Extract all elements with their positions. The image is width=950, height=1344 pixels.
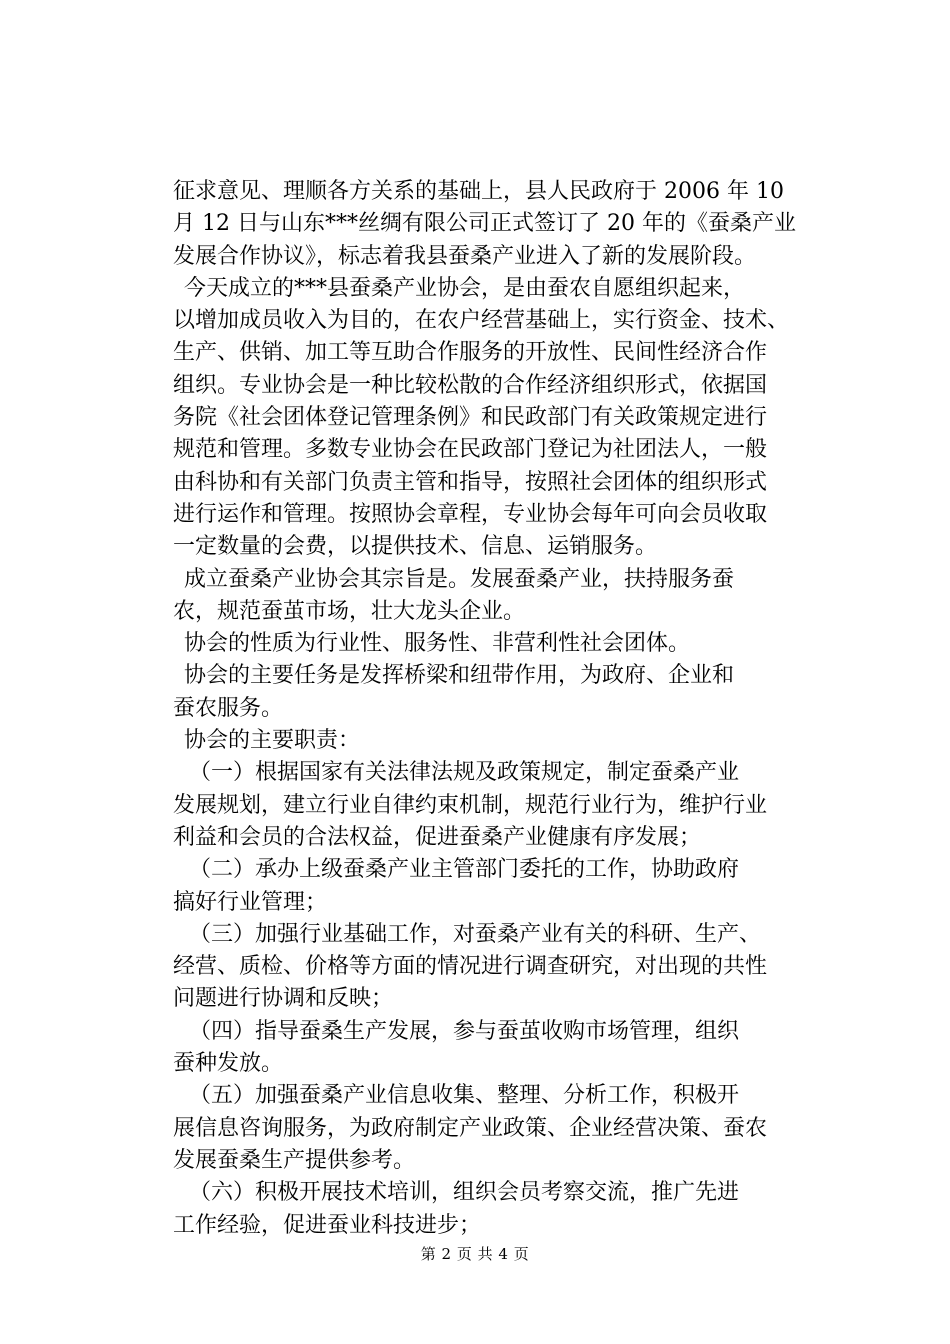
text-line: 组织。专业协会是一种比较松散的合作经济组织形式，依据国 — [173, 372, 768, 398]
text-line: 利益和会员的合法权益，促进蚕桑产业健康有序发展； — [173, 824, 702, 850]
paragraph-start: 今天成立的***县蚕桑产业协会，是由蚕农自愿组织起来， — [184, 275, 746, 301]
paragraph-start: 协会的主要任务是发挥桥梁和纽带作用，为政府、企业和 — [184, 663, 735, 689]
paragraph-start: 成立蚕桑产业协会其宗旨是。发展蚕桑产业，扶持服务蚕 — [184, 566, 735, 592]
paragraph-start: 协会的性质为行业性、服务性、非营利性社会团体。 — [184, 631, 691, 657]
text-line: 搞好行业管理； — [173, 889, 328, 915]
text-line: 征求意见、理顺各方关系的基础上，县人民政府于 2006 年 10 — [173, 179, 784, 204]
page-number-label: 第 2 页 共 4 页 — [420, 1245, 530, 1263]
list-item-start: （二）承办上级蚕桑产业主管部门委托的工作，协助政府 — [189, 857, 740, 883]
text-line: 以增加成员收入为目的，在农户经营基础上，实行资金、技术、 — [173, 308, 790, 334]
text-line: 农，规范蚕茧市场，壮大龙头企业。 — [173, 598, 526, 624]
list-item-start: （六）积极开展技术培训，组织会员考察交流，推广先进 — [189, 1180, 740, 1206]
text-line: 月 12 日与山东***丝绸有限公司正式签订了 20 年的《蚕桑产业 — [173, 211, 796, 237]
list-item-start: （一）根据国家有关法律法规及政策规定，制定蚕桑产业 — [189, 760, 740, 786]
list-item-start: （三）加强行业基础工作，对蚕桑产业有关的科研、生产、 — [189, 921, 762, 947]
text-line: 蚕种发放。 — [173, 1051, 284, 1077]
paragraph-start: 协会的主要职责： — [184, 728, 361, 754]
text-line: 展信息咨询服务，为政府制定产业政策、企业经营决策、蚕农 — [173, 1115, 768, 1141]
text-line: 务院《社会团体登记管理条例》和民政部门有关政策规定进行 — [173, 405, 768, 431]
body-text — [173, 176, 838, 1242]
list-item-start: （四）指导蚕桑生产发展，参与蚕茧收购市场管理，组织 — [189, 1018, 740, 1044]
text-line: 蚕农服务。 — [173, 695, 284, 721]
text-line: 规范和管理。多数专业协会在民政部门登记为社团法人，一般 — [173, 437, 768, 463]
text-line: 发展规划，建立行业自律约束机制，规范行业行为，维护行业 — [173, 792, 768, 818]
page-footer — [0, 1244, 950, 1264]
text-line: 问题进行协调和反映； — [173, 986, 394, 1012]
text-line: 经营、质检、价格等方面的情况进行调查研究，对出现的共性 — [173, 954, 768, 980]
text-line: 由科协和有关部门负责主管和指导，按照社会团体的组织形式 — [173, 469, 768, 495]
text-line: 生产、供销、加工等互助合作服务的开放性、民间性经济合作 — [173, 340, 768, 366]
text-line: 发展蚕桑生产提供参考。 — [173, 1147, 416, 1173]
text-line: 进行运作和管理。按照协会章程，专业协会每年可向会员收取 — [173, 501, 768, 527]
text-line: 一定数量的会费，以提供技术、信息、运销服务。 — [173, 534, 658, 560]
list-item-start: （五）加强蚕桑产业信息收集、整理、分析工作，积极开 — [189, 1083, 740, 1109]
text-line: 工作经验，促进蚕业科技进步； — [173, 1212, 482, 1238]
text-line: 发展合作协议》，标志着我县蚕桑产业进入了新的发展阶段。 — [173, 243, 757, 269]
